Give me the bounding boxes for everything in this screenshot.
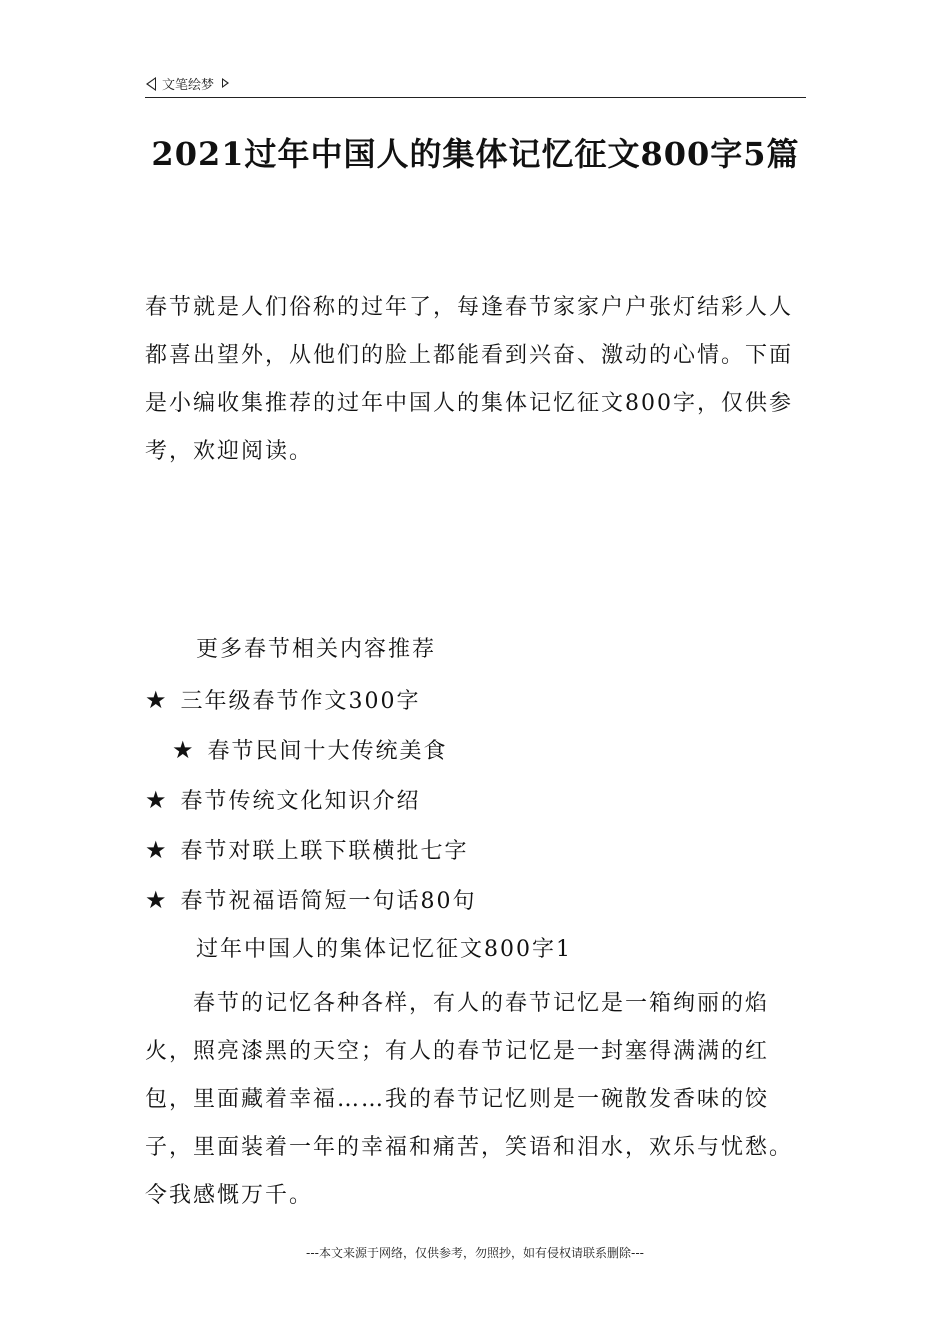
recommend-item-label: 春节对联上联下联横批七字	[180, 839, 469, 864]
recommend-item-label: 春节祝福语简短一句话80句	[180, 889, 477, 914]
recommend-item-label: 春节传统文化知识介绍	[180, 789, 421, 814]
header-brand	[146, 74, 229, 94]
intro-paragraph: 春节就是人们俗称的过年了，每逢春节家家户户张灯结彩人人都喜出望外，从他们的脸上都能看到兴奋、激动的心情。下面是小编收集推荐的过年中国人的集体记忆征文800字，仅供参考，欢迎阅读。	[145, 295, 794, 464]
recommend-item[interactable]	[145, 835, 469, 867]
footer-note: ---本文来源于网络，仅供参考，勿照抄，如有侵权请联系删除---	[306, 1246, 644, 1260]
page-title: 2021过年中国人的集体记忆征文800字5篇	[151, 135, 800, 173]
star-icon: ★	[145, 686, 169, 714]
left-triangle-icon	[146, 77, 156, 91]
recommend-item[interactable]	[145, 785, 421, 817]
header-rule	[145, 97, 806, 98]
recommend-item-label: 三年级春节作文300字	[180, 689, 421, 714]
recommend-item[interactable]	[172, 735, 448, 767]
brand-text: 文笔绘梦	[162, 78, 215, 93]
recommend-item[interactable]	[145, 885, 477, 917]
star-icon: ★	[145, 786, 169, 814]
section-paragraph: 春节的记忆各种各样，有人的春节记忆是一箱绚丽的焰火，照亮漆黑的天空；有人的春节记忆是一封塞得满满的红包，里面藏着幸福……我的春节记忆则是一碗散发香味的饺子，里面装着一年的幸福和痛苦，笑语和泪水，欢乐与忧愁。令我感慨万千。	[145, 991, 794, 1208]
star-icon: ★	[145, 886, 169, 914]
star-icon: ★	[172, 736, 196, 764]
star-icon: ★	[145, 836, 169, 864]
section-heading: 过年中国人的集体记忆征文800字1	[196, 937, 572, 962]
recommend-item-label: 春节民间十大传统美食	[207, 739, 448, 764]
recommend-item[interactable]	[145, 685, 421, 717]
recommend-heading: 更多春节相关内容推荐	[196, 637, 437, 662]
right-triangle-icon	[222, 78, 229, 88]
